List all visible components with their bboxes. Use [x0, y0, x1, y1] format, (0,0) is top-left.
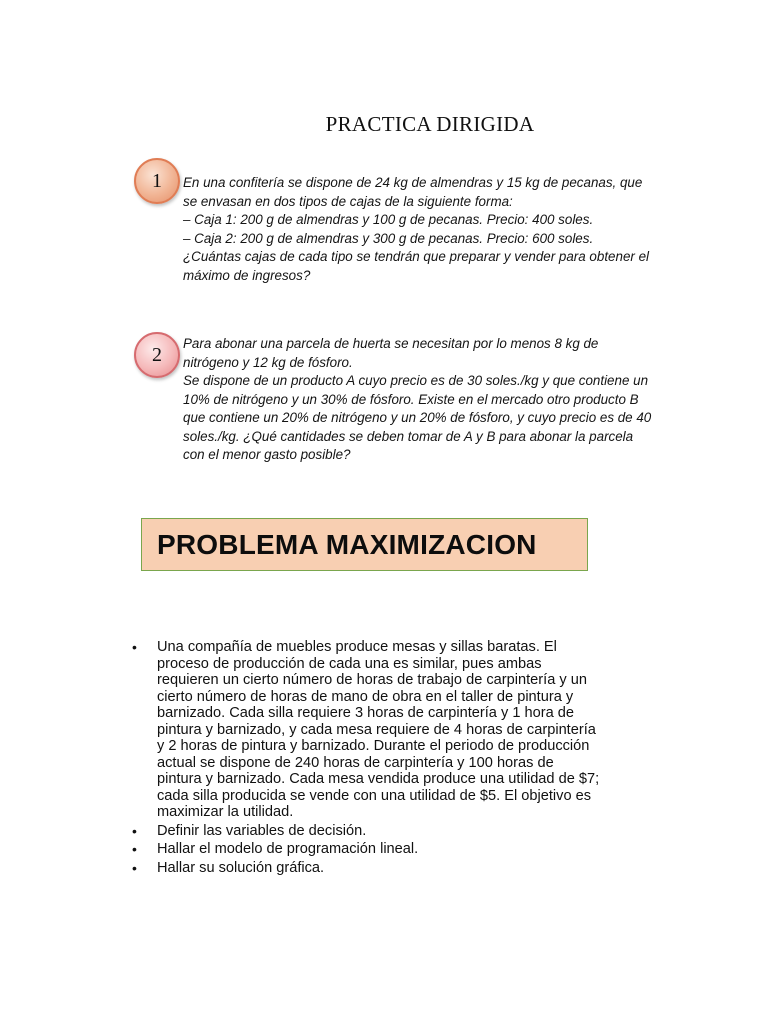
list-item-line: barnizado. Cada silla requiere 3 horas de carpintería y 1 hora de	[157, 705, 574, 721]
list-item-line: Una compañía de muebles produce mesas y sillas baratas. El	[157, 639, 557, 655]
problem-1-line: – Caja 1: 200 g de almendras y 100 g de pecanas. Precio: 400 soles.	[183, 212, 594, 227]
list-item-line: y 2 horas de pintura y barnizado. Durante el periodo de producción	[157, 738, 590, 754]
bullet-icon: •	[132, 859, 137, 876]
problem-1-line: máximo de ingresos?	[183, 267, 311, 283]
list-item-line: actual se dispone de 240 horas de carpintería y 100 horas de	[157, 754, 554, 771]
list-item	[130, 823, 690, 840]
problem-1-line: se envasan en dos tipos de cajas de la siguiente forma:	[183, 193, 513, 209]
list-item	[130, 860, 690, 877]
list-item-line: pintura y barnizado, y cada mesa requiere de 4 horas de carpintería	[157, 721, 596, 738]
problem-1-text	[183, 174, 703, 285]
bullet-icon: •	[132, 841, 137, 857]
list-item	[130, 841, 690, 858]
problem-1-line: ¿Cuántas cajas de cada tipo se tendrán que preparar y vender para obtener el	[183, 249, 649, 264]
list-item-line: requieren un cierto número de horas de trabajo de carpintería y un	[157, 672, 587, 688]
list-item	[130, 639, 690, 821]
page-title: PRACTICA DIRIGIDA	[325, 112, 535, 136]
problem-2-text	[183, 335, 703, 465]
problem-2-line: Se dispone de un producto A cuyo precio es de 30 soles./kg y que contiene un	[183, 373, 649, 388]
problem-1-number: 1	[152, 169, 162, 192]
problem-2-line: 10% de nitrógeno y un 30% de fósforo. Existe en el mercado otro producto B	[183, 391, 639, 407]
list-item-line: Hallar el modelo de programación lineal.	[157, 841, 419, 857]
problem-1-line: En una confitería se dispone de 24 kg de almendras y 15 kg de pecanas, que	[183, 175, 643, 190]
list-item-line: Definir las variables de decisión.	[157, 822, 367, 839]
problem-1-line: – Caja 2: 200 g de almendras y 300 g de pecanas. Precio: 600 soles.	[183, 230, 594, 246]
bullet-icon: •	[132, 822, 137, 839]
problem-2-number-badge	[134, 332, 180, 378]
problem-2-line: Para abonar una parcela de huerta se necesitan por lo menos 8 kg de	[183, 336, 599, 351]
bullet-icon: •	[132, 639, 137, 655]
list-item-line: cada silla producida se vende con una utilidad de $5. El objetivo es	[157, 787, 592, 804]
list-item-line: cierto número de horas de mano de obra en el taller de pintura y	[157, 688, 574, 705]
problem-2-line: que contiene un 20% de nitrógeno y un 20% de fósforo, y cuyo precio es de 40	[183, 410, 652, 425]
problem-2-line: nitrógeno y 12 kg de fósforo.	[183, 354, 353, 370]
list-item-line: maximizar la utilidad.	[157, 804, 294, 820]
problem-2-line: soles./kg. ¿Qué cantidades se deben tomar de A y B para abonar la parcela	[183, 428, 634, 444]
section-heading-box	[141, 518, 588, 571]
section-heading: PROBLEMA MAXIMIZACION	[157, 528, 537, 560]
list-item-line: pintura y barnizado. Cada mesa vendida produce una utilidad de $7;	[157, 771, 600, 787]
bullet-list	[130, 639, 690, 878]
list-item-line: proceso de producción de cada una es similar, pues ambas	[157, 655, 542, 672]
problem-1-number-badge	[134, 158, 180, 204]
problem-2-line: con el menor gasto posible?	[183, 447, 351, 462]
problem-2-number: 2	[152, 343, 162, 366]
list-item-line: Hallar su solución gráfica.	[157, 859, 325, 876]
